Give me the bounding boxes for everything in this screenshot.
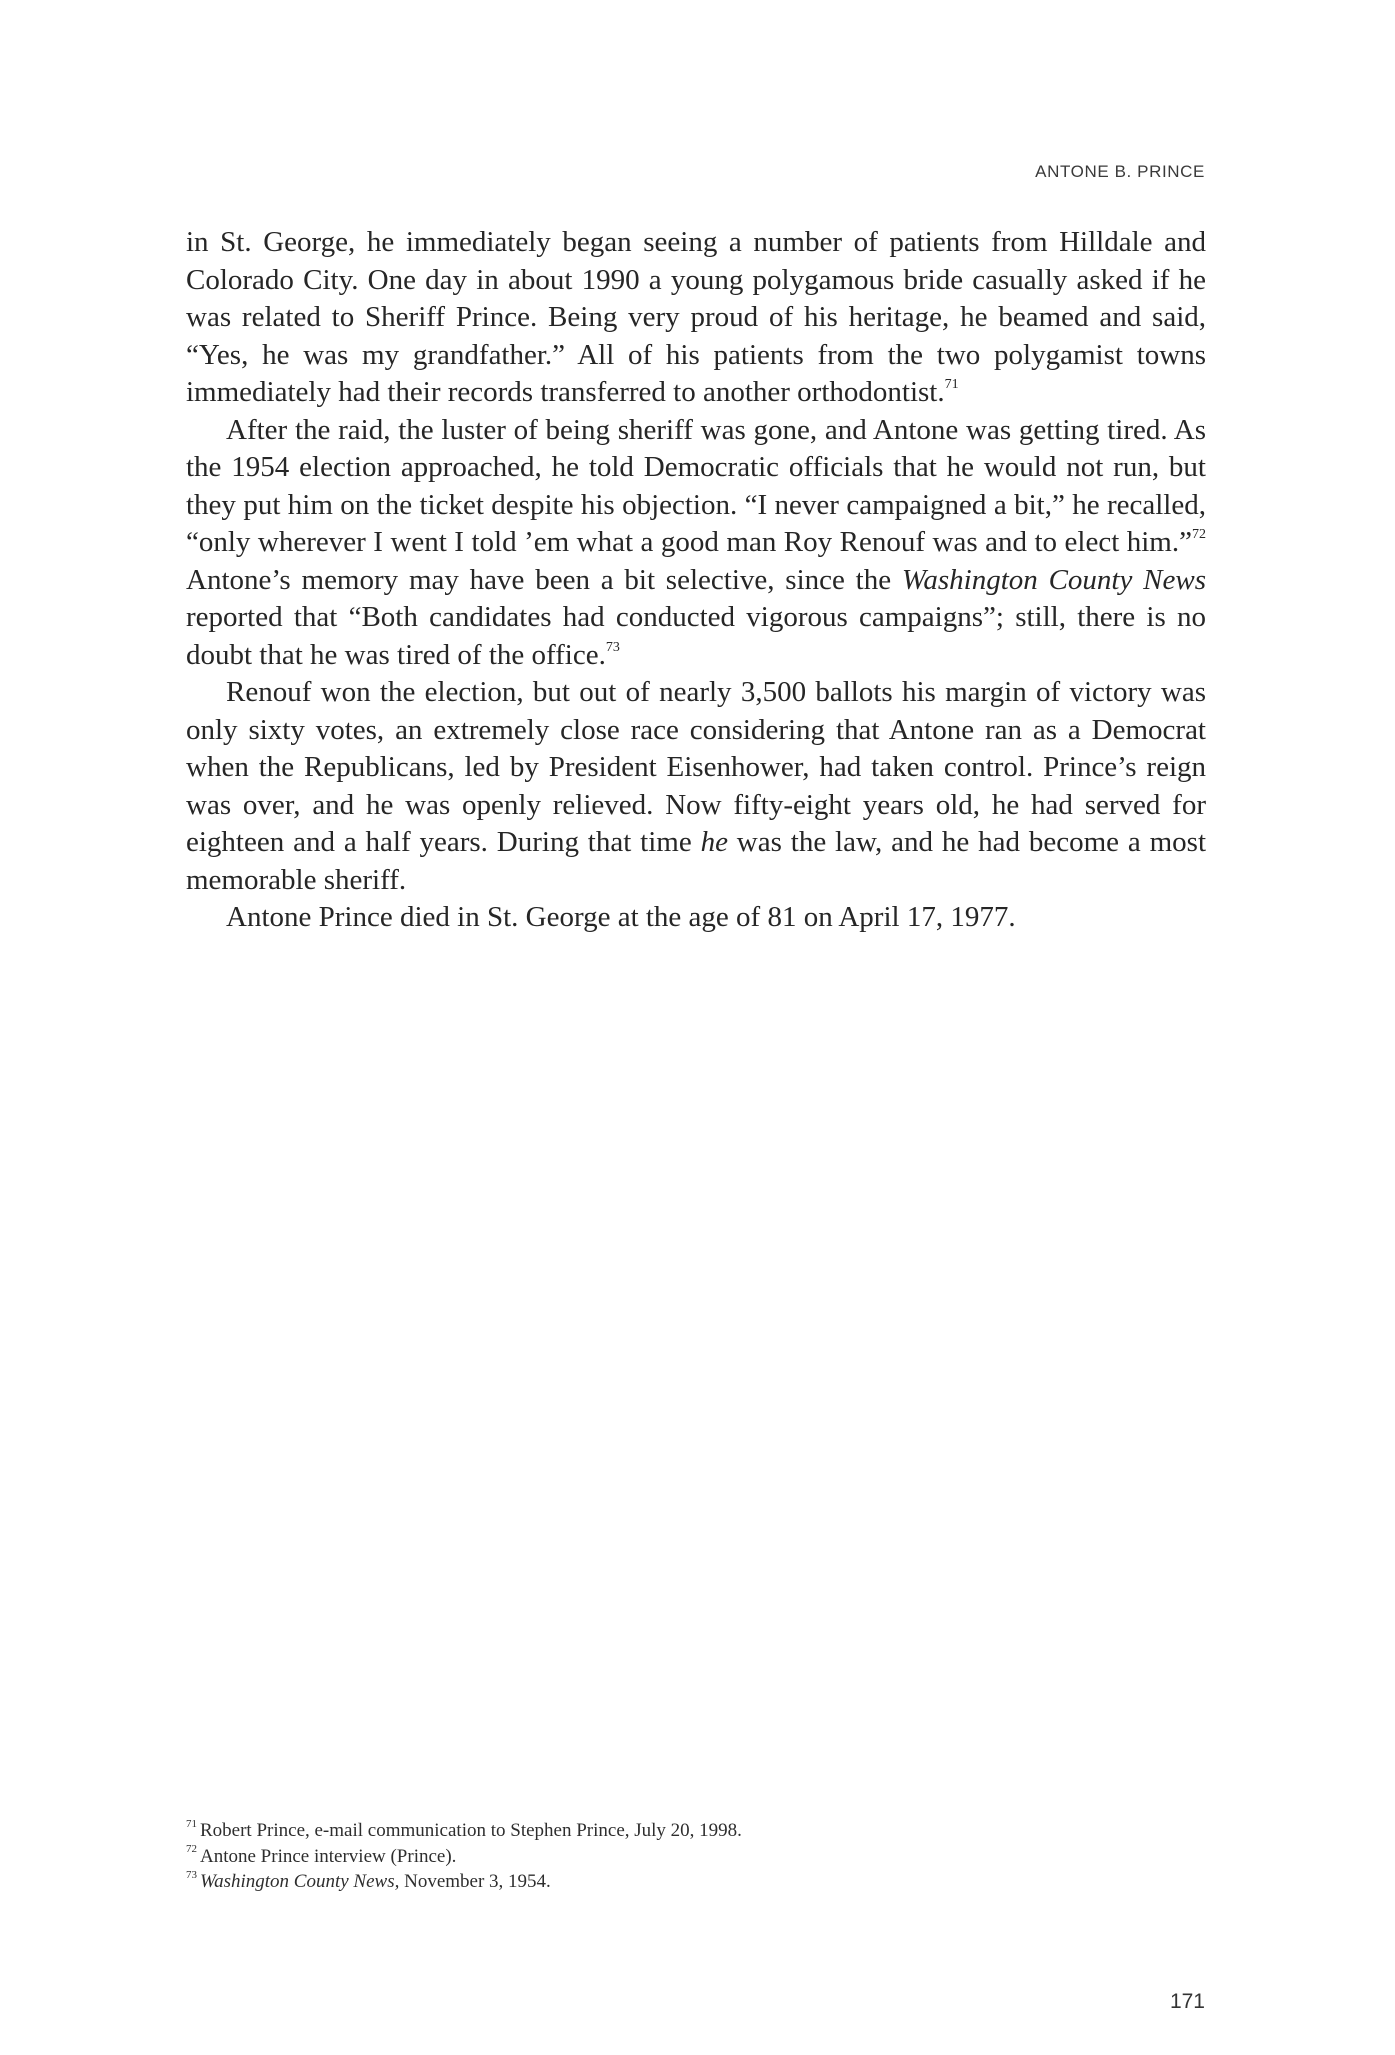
footnote-text: Antone Prince interview (Prince). [200, 1845, 457, 1867]
footnote-publication: Washington County News, [200, 1871, 400, 1892]
body-text [186, 224, 1206, 937]
paragraph [186, 412, 1206, 675]
paragraph-text: Antone’s memory may have been a bit selective, since the [186, 563, 902, 596]
footnote-text: Robert Prince, e-mail communication to Stephen Prince, July 20, 1998. [200, 1820, 742, 1841]
footnote [186, 1818, 1086, 1844]
paragraph-text: Antone Prince died in St. George at the age of 81 on April 17, 1977. [226, 901, 1016, 933]
paragraph [186, 224, 1206, 412]
footnote-ref: 73 [605, 639, 620, 655]
emphasis: he [700, 826, 728, 858]
footnote-ref: 72 [1192, 527, 1206, 543]
footnote [186, 1844, 1086, 1870]
publication-title: Washington County News [901, 563, 1207, 596]
paragraph [186, 674, 1206, 899]
footnote [186, 1869, 1086, 1895]
paragraph-text: in St. George, he immediately began seeing a number of patients from Hilldale and Colorado City. One day in about 1990 a young polygamous bride casually asked if he was related to Sheriff Prince. Being very proud of his heritage, he beamed and said, “Yes, he was my grandfather.” All of his patients from the two polygamist towns immediately had their records transferred to another orthodontist. [186, 226, 1206, 408]
footnote-number: 71 [186, 1817, 197, 1830]
paragraph [186, 899, 1206, 937]
paragraph-text: was the law, and he had become a most memorable sheriff. [186, 826, 1206, 896]
footnote-ref: 71 [944, 377, 959, 393]
footnotes [186, 1818, 1086, 1895]
paragraph-text: After the raid, the luster of being sheriff was gone, and Antone was getting tired. As the 1954 election approached, he told Democratic officials that he would not run, but they put him on the ticket despite his objection. “I never campaigned a bit,” he recalled, “only wherever I went I told ’em what a good man Roy Renouf was and to elect him.” [186, 413, 1206, 558]
paragraph-text: reported that “Both candidates had conducted vigorous campaigns”; still, there is no doubt that he was tired of the office. [186, 601, 1206, 671]
footnote-number: 72 [186, 1843, 197, 1856]
running-head: ANTONE B. PRINCE [1035, 162, 1205, 181]
footnote-number: 73 [186, 1868, 197, 1881]
paragraph-text: Renouf won the election, but out of nearly 3,500 ballots his margin of victory was only sixty votes, an extremely close race considering that Antone ran as a Democrat when the Republicans, led by President Eisenhower, had taken control. Prince’s reign was over, and he was openly relieved. Now fifty-eight years old, he had served for eighteen and a half years. During that time [186, 676, 1206, 858]
page-number: 171 [1169, 1990, 1205, 2013]
footnote-text: November 3, 1954. [399, 1871, 551, 1892]
